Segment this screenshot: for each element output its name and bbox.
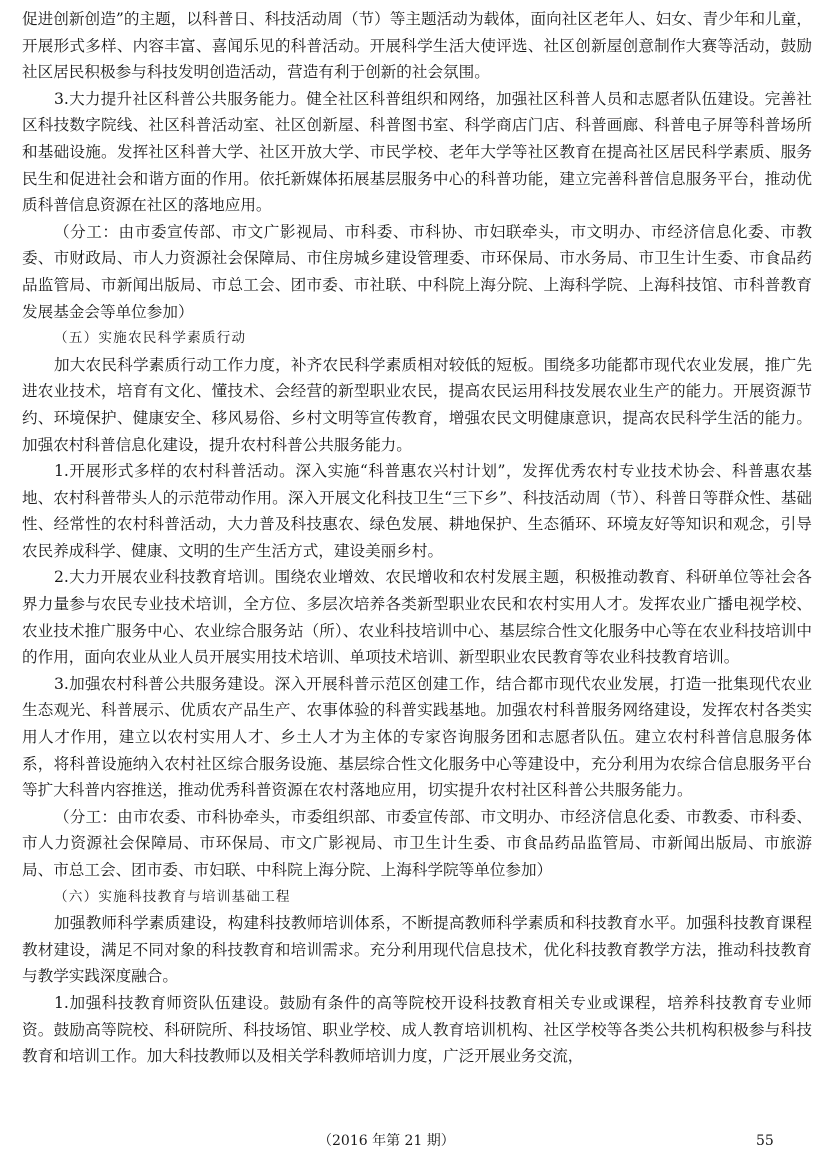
paragraph-rural-activities: 1.开展形式多样的农村科普活动。深入实施“科普惠农兴村计划”，发挥优秀农村专业技术协会、科普惠农基地、农村科普带头人的示范带动作用。深入开展文化科技卫生“三下乡”、科技活动周（节）、科普日等群众性、基础性、经常性的农村科普活动，大力普及科技惠农、绿色发展、耕地保护、生态循环、环境友好等知识和观念，引导农民养成科学、健康、文明的生产生活方式，建设美丽乡村。: [22, 462, 812, 560]
paragraph-rural-service: 3.加强农村科普公共服务建设。深入开展科普示范区创建工作，结合都市现代农业发展，打造一批集现代农业生态观光、科普展示、优质农产品生产、农事体验的科普实践基地。加强农村科普服务网络建设，发挥农村各类实用人才作用，建立以农村实用人才、乡土人才为主体的专家咨询服务团和志愿者队伍。建立农村科普信息服务体系，将科普设施纳入农村社区综合服务设施、基层综合性文化服务中心等建设中，充分利用为农综合信息服务平台等扩大科普内容推送，推动优秀科普资源在农村落地应用，切实提升农村社区科普公共服务能力。: [22, 674, 812, 800]
document-body: [22, 6, 812, 1070]
paragraph-education-intro: 加强教师科学素质建设，构建科技教师培训体系，不断提高教师科学素质和科技教育水平。加强科技教育课程教材建设，满足不同对象的科技教育和培训需求。充分利用现代信息技术，优化科技教育教学方法，推动科技教育与教学实践深度融合。: [22, 914, 812, 986]
issue-label: （2016 年第 21 期）: [318, 1133, 455, 1149]
paragraph-continuation: 促进创新创造”的主题，以科普日、科技活动周（节）等主题活动为载体，面向社区老年人、妇女、青少年和儿童，开展形式多样、内容丰富、喜闻乐见的科普活动。开展科学生活大使评选、社区创新屋创意制作大赛等活动，鼓励社区居民积极参与科技发明创造活动，营造有利于创新的社会氛围。: [22, 10, 812, 82]
paragraph-teacher-training: 1.加强科技教育师资队伍建设。鼓励有条件的高等院校开设科技教育相关专业或课程，培养科技教育专业师资。鼓励高等院校、科研院所、科技场馆、职业学校、成人教育培训机构、社区学校等各类公共机构积极参与科技教育和培训工作。加大科技教师以及相关学科教师培训力度，广泛开展业务交流，: [22, 993, 812, 1066]
paragraph-community-service: 3.大力提升社区科普公共服务能力。健全社区科普组织和网络，加强社区科普人员和志愿者队伍建设。完善社区科技数字院线、社区科普活动室、社区创新屋、科普图书室、科学商店门店、科普画廊、科普电子屏等科普场所和基础设施。发挥社区科普大学、社区开放大学、市民学校、老年大学等社区教育在提高社区居民科学素质、服务民生和促进社会和谐方面的作用。依托新媒体拓展基层服务中心的科普功能，建立完善科普信息服务平台，推动优质科普信息资源在社区的落地应用。: [22, 89, 812, 215]
page-footer: [0, 1128, 827, 1154]
page-number: 55: [756, 1133, 774, 1149]
paragraph-farmers-intro: 加大农民科学素质行动工作力度，补齐农民科学素质相对较低的短板。围绕多功能都市现代农业发展，推广先进农业技术，培育有文化、懂技术、会经营的新型职业农民，提高农民运用科技发展农业生产的能力。开展资源节约、环境保护、健康安全、移风易俗、乡村文明等宣传教育，增强农民文明健康意识，提高农民科学生活的能力。加强农村科普信息化建设，提升农村科普公共服务能力。: [22, 355, 812, 454]
section-heading-farmers: （五）实施农民科学素质行动: [54, 330, 247, 347]
paragraph-division-rural: （分工：由市农委、市科协牵头，市委组织部、市委宣传部、市文明办、市经济信息化委、市教委、市科委、市人力资源社会保障局、市环保局、市文广影视局、市卫生计生委、市食品药品监管局、市新闻出版局、市旅游局、市总工会、团市委、市妇联、中科院上海分院、上海科学院等单位参加）: [22, 807, 812, 879]
paragraph-agri-training: 2.大力开展农业科技教育培训。围绕农业增效、农民增收和农村发展主题，积极推动教育、科研单位等社会各界力量参与农民专业技术培训，全方位、多层次培养各类新型职业农民和农村实用人才。发挥农业广播电视学校、农业技术推广服务中心、农业综合服务站（所）、农业科技培训中心、基层综合性文化服务中心等在农业科技培训中的作用，面向农业从业人员开展实用技术培训、单项技术培训、新型职业农民教育等农业科技教育培训。: [22, 568, 812, 667]
section-heading-education: （六）实施科技教育与培训基础工程: [54, 888, 291, 905]
paragraph-division-community: （分工：由市委宣传部、市文广影视局、市科委、市科协、市妇联牵头，市文明办、市经济信息化委、市教委、市财政局、市人力资源社会保障局、市住房城乡建设管理委、市环保局、市水务局、市卫生计生委、市食品药品监管局、市新闻出版局、市总工会、团市委、市社联、中科院上海分院、上海科学院、上海科技馆、市科普教育发展基金会等单位参加）: [22, 222, 812, 321]
